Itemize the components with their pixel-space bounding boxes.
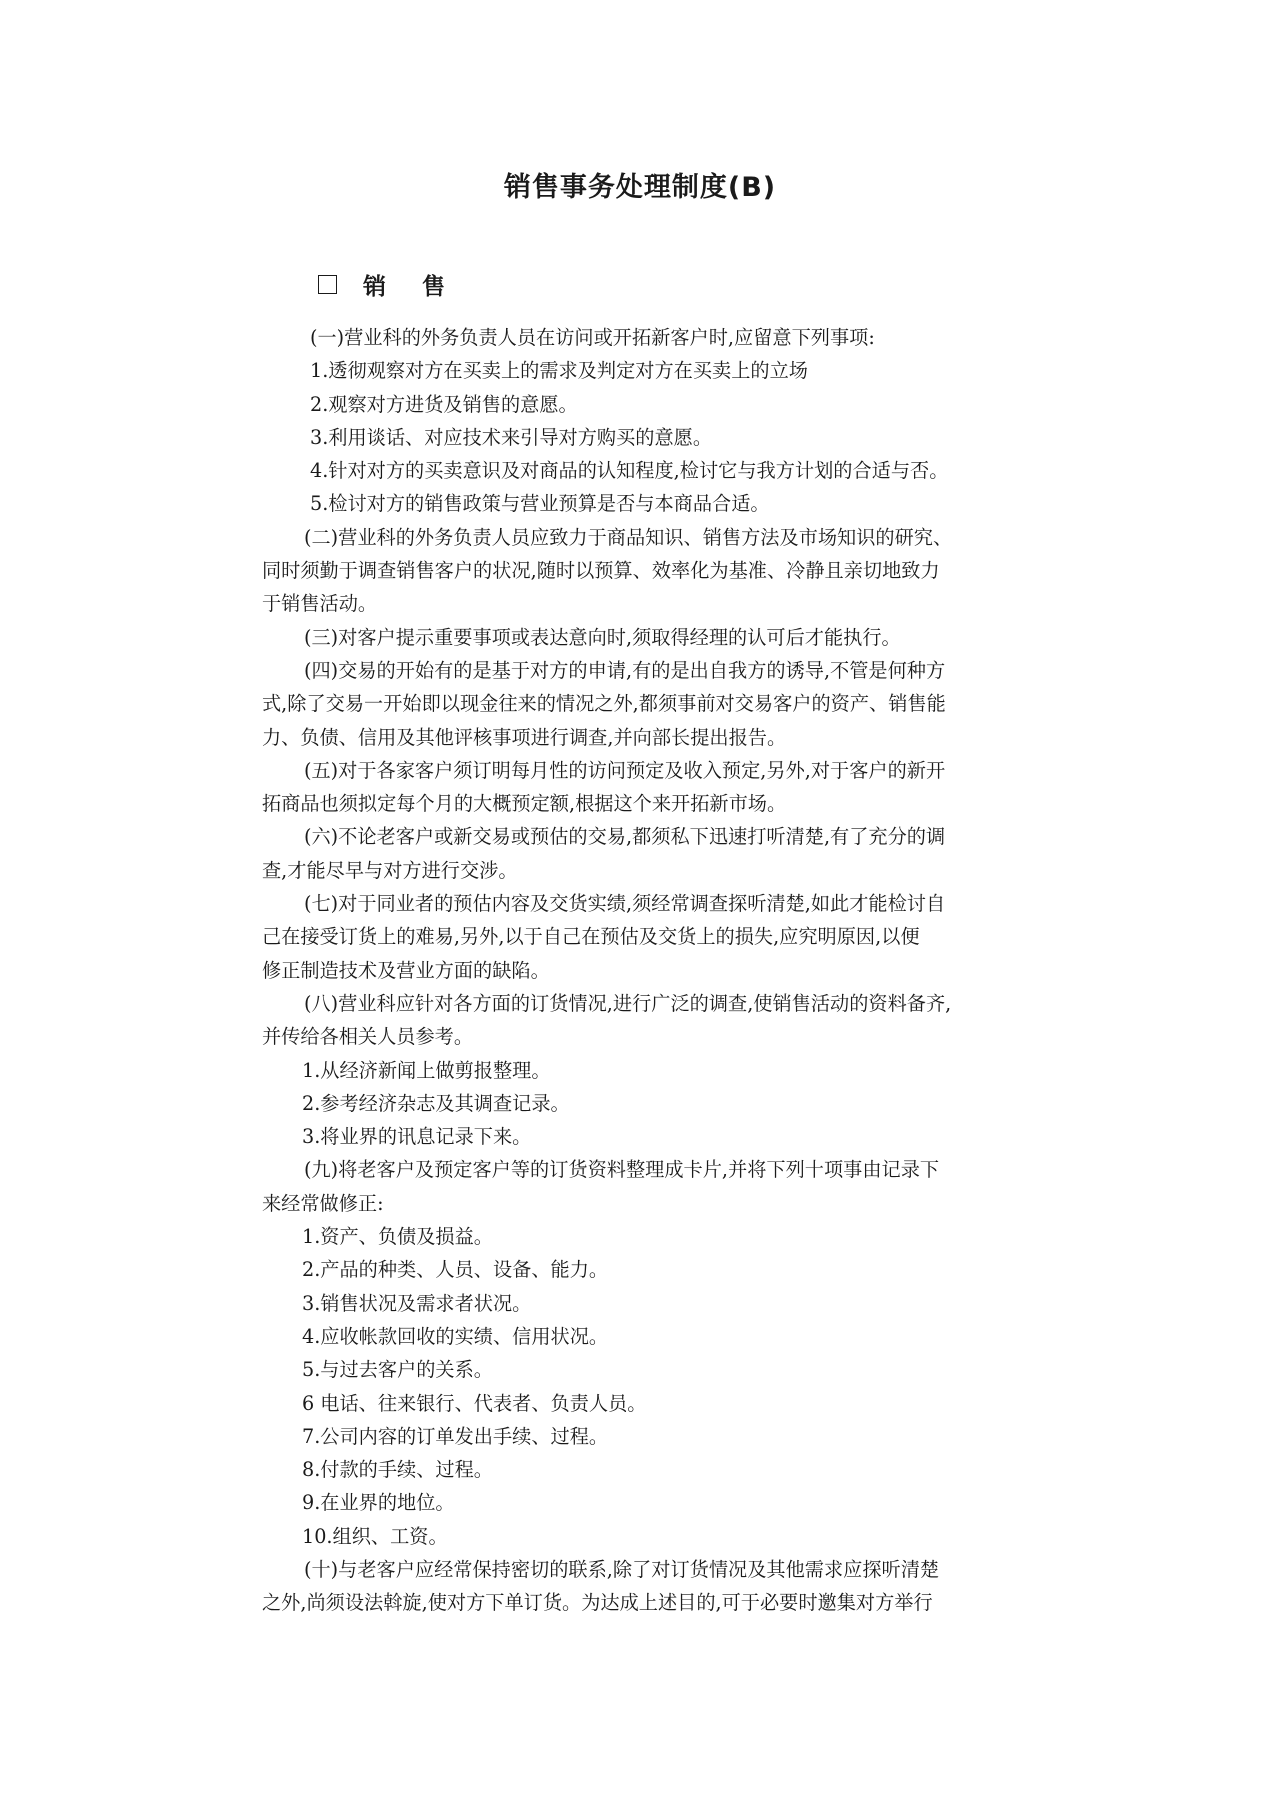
clause-9-item-5: 5.与过去客户的关系。: [302, 1358, 493, 1382]
clause-9-item-7: 7.公司内容的订单发出手续、过程。: [302, 1424, 609, 1448]
clause-5-line-1: (五)对于各家客户须订明每月性的访问预定及收入预定,另外,对于客户的新开: [304, 758, 946, 782]
clause-3-line-1: (三)对客户提示重要事项或表达意向时,须取得经理的认可后才能执行。: [304, 625, 901, 649]
clause-10-line-1: (十)与老客户应经常保持密切的联系,除了对订货情况及其他需求应探听清楚: [304, 1557, 940, 1581]
clause-9-item-2: 2.产品的种类、人员、设备、能力。: [302, 1258, 609, 1282]
clause-7-line-1: (七)对于同业者的预估内容及交货实绩,须经常调查探听清楚,如此才能检讨自: [304, 892, 946, 916]
clause-8-item-1: 1.从经济新闻上做剪报整理。: [302, 1058, 551, 1082]
clause-4-line-3: 力、负债、信用及其他评核事项进行调查,并向部长提出报告。: [262, 725, 787, 749]
clause-8-item-2: 2.参考经济杂志及其调查记录。: [302, 1091, 570, 1115]
clause-1-intro: (一)营业科的外务负责人员在访问或开拓新客户时,应留意下列事项:: [310, 326, 875, 349]
document-title: 销售事务处理制度(B): [503, 172, 777, 203]
section-heading-label: 销 售: [363, 274, 460, 300]
clause-9-item-1: 1.资产、负债及损益。: [302, 1225, 493, 1249]
clause-7-line-3: 修正制造技术及营业方面的缺陷。: [262, 958, 550, 982]
checkbox-empty-icon: [318, 275, 337, 294]
clause-8-line-2: 并传给各相关人员参考。: [262, 1025, 474, 1049]
clause-5-line-2: 拓商品也须拟定每个月的大概预定额,根据这个来开拓新市场。: [262, 792, 787, 816]
clause-1-item-3: 3.利用谈话、对应技术来引导对方购买的意愿。: [310, 425, 713, 449]
document-body: [262, 321, 1082, 1620]
clause-9-line-2: 来经常做修正:: [262, 1191, 384, 1215]
clause-2-line-2: 同时须勤于调查销售客户的状况,随时以预算、效率化为基准、冷静且亲切地致力: [262, 559, 940, 583]
clause-9-item-6: 6 电话、往来银行、代表者、负责人员。: [302, 1391, 647, 1415]
clause-2-line-3: 于销售活动。: [262, 592, 378, 616]
clause-1-item-4: 4.针对对方的买卖意识及对商品的认知程度,检讨它与我方计划的合适与否。: [310, 459, 949, 483]
clause-1-item-5: 5.检讨对方的销售政策与营业预算是否与本商品合适。: [310, 492, 770, 516]
section-heading: [318, 268, 459, 301]
clause-9-line-1: (九)将老客户及预定客户等的订货资料整理成卡片,并将下列十项事由记录下: [304, 1158, 940, 1182]
clause-8-item-3: 3.将业界的讯息记录下来。: [302, 1125, 532, 1149]
clause-9-item-4: 4.应收帐款回收的实绩、信用状况。: [302, 1324, 609, 1348]
clause-8-line-1: (八)营业科应针对各方面的订货情况,进行广泛的调查,使销售活动的资料备齐,: [304, 991, 952, 1015]
clause-9-item-10: 10.组织、工资。: [302, 1524, 448, 1548]
clause-1-item-1: 1.透彻观察对方在买卖上的需求及判定对方在买卖上的立场: [310, 359, 808, 383]
clause-6-line-2: 查,才能尽早与对方进行交涉。: [262, 858, 518, 882]
clause-4-line-1: (四)交易的开始有的是基于对方的申请,有的是出自我方的诱导,不管是何种方: [304, 658, 946, 682]
clause-9-item-8: 8.付款的手续、过程。: [302, 1458, 493, 1482]
clause-7-line-2: 己在接受订货上的难易,另外,以于自己在预估及交货上的损失,应究明原因,以便: [262, 925, 920, 949]
clause-6-line-1: (六)不论老客户或新交易或预估的交易,都须私下迅速打听清楚,有了充分的调: [304, 825, 946, 849]
clause-9-item-3: 3.销售状况及需求者状况。: [302, 1291, 532, 1315]
clause-1-item-2: 2.观察对方进货及销售的意愿。: [310, 392, 578, 416]
clause-10-line-2: 之外,尚须设法斡旋,使对方下单订货。为达成上述目的,可于必要时邀集对方举行: [262, 1591, 933, 1615]
clause-4-line-2: 式,除了交易一开始即以现金往来的情况之外,都须事前对交易客户的资产、销售能: [262, 692, 946, 716]
clause-9-item-9: 9.在业界的地位。: [302, 1491, 455, 1515]
clause-2-line-1: (二)营业科的外务负责人员应致力于商品知识、销售方法及市场知识的研究、: [304, 525, 953, 549]
